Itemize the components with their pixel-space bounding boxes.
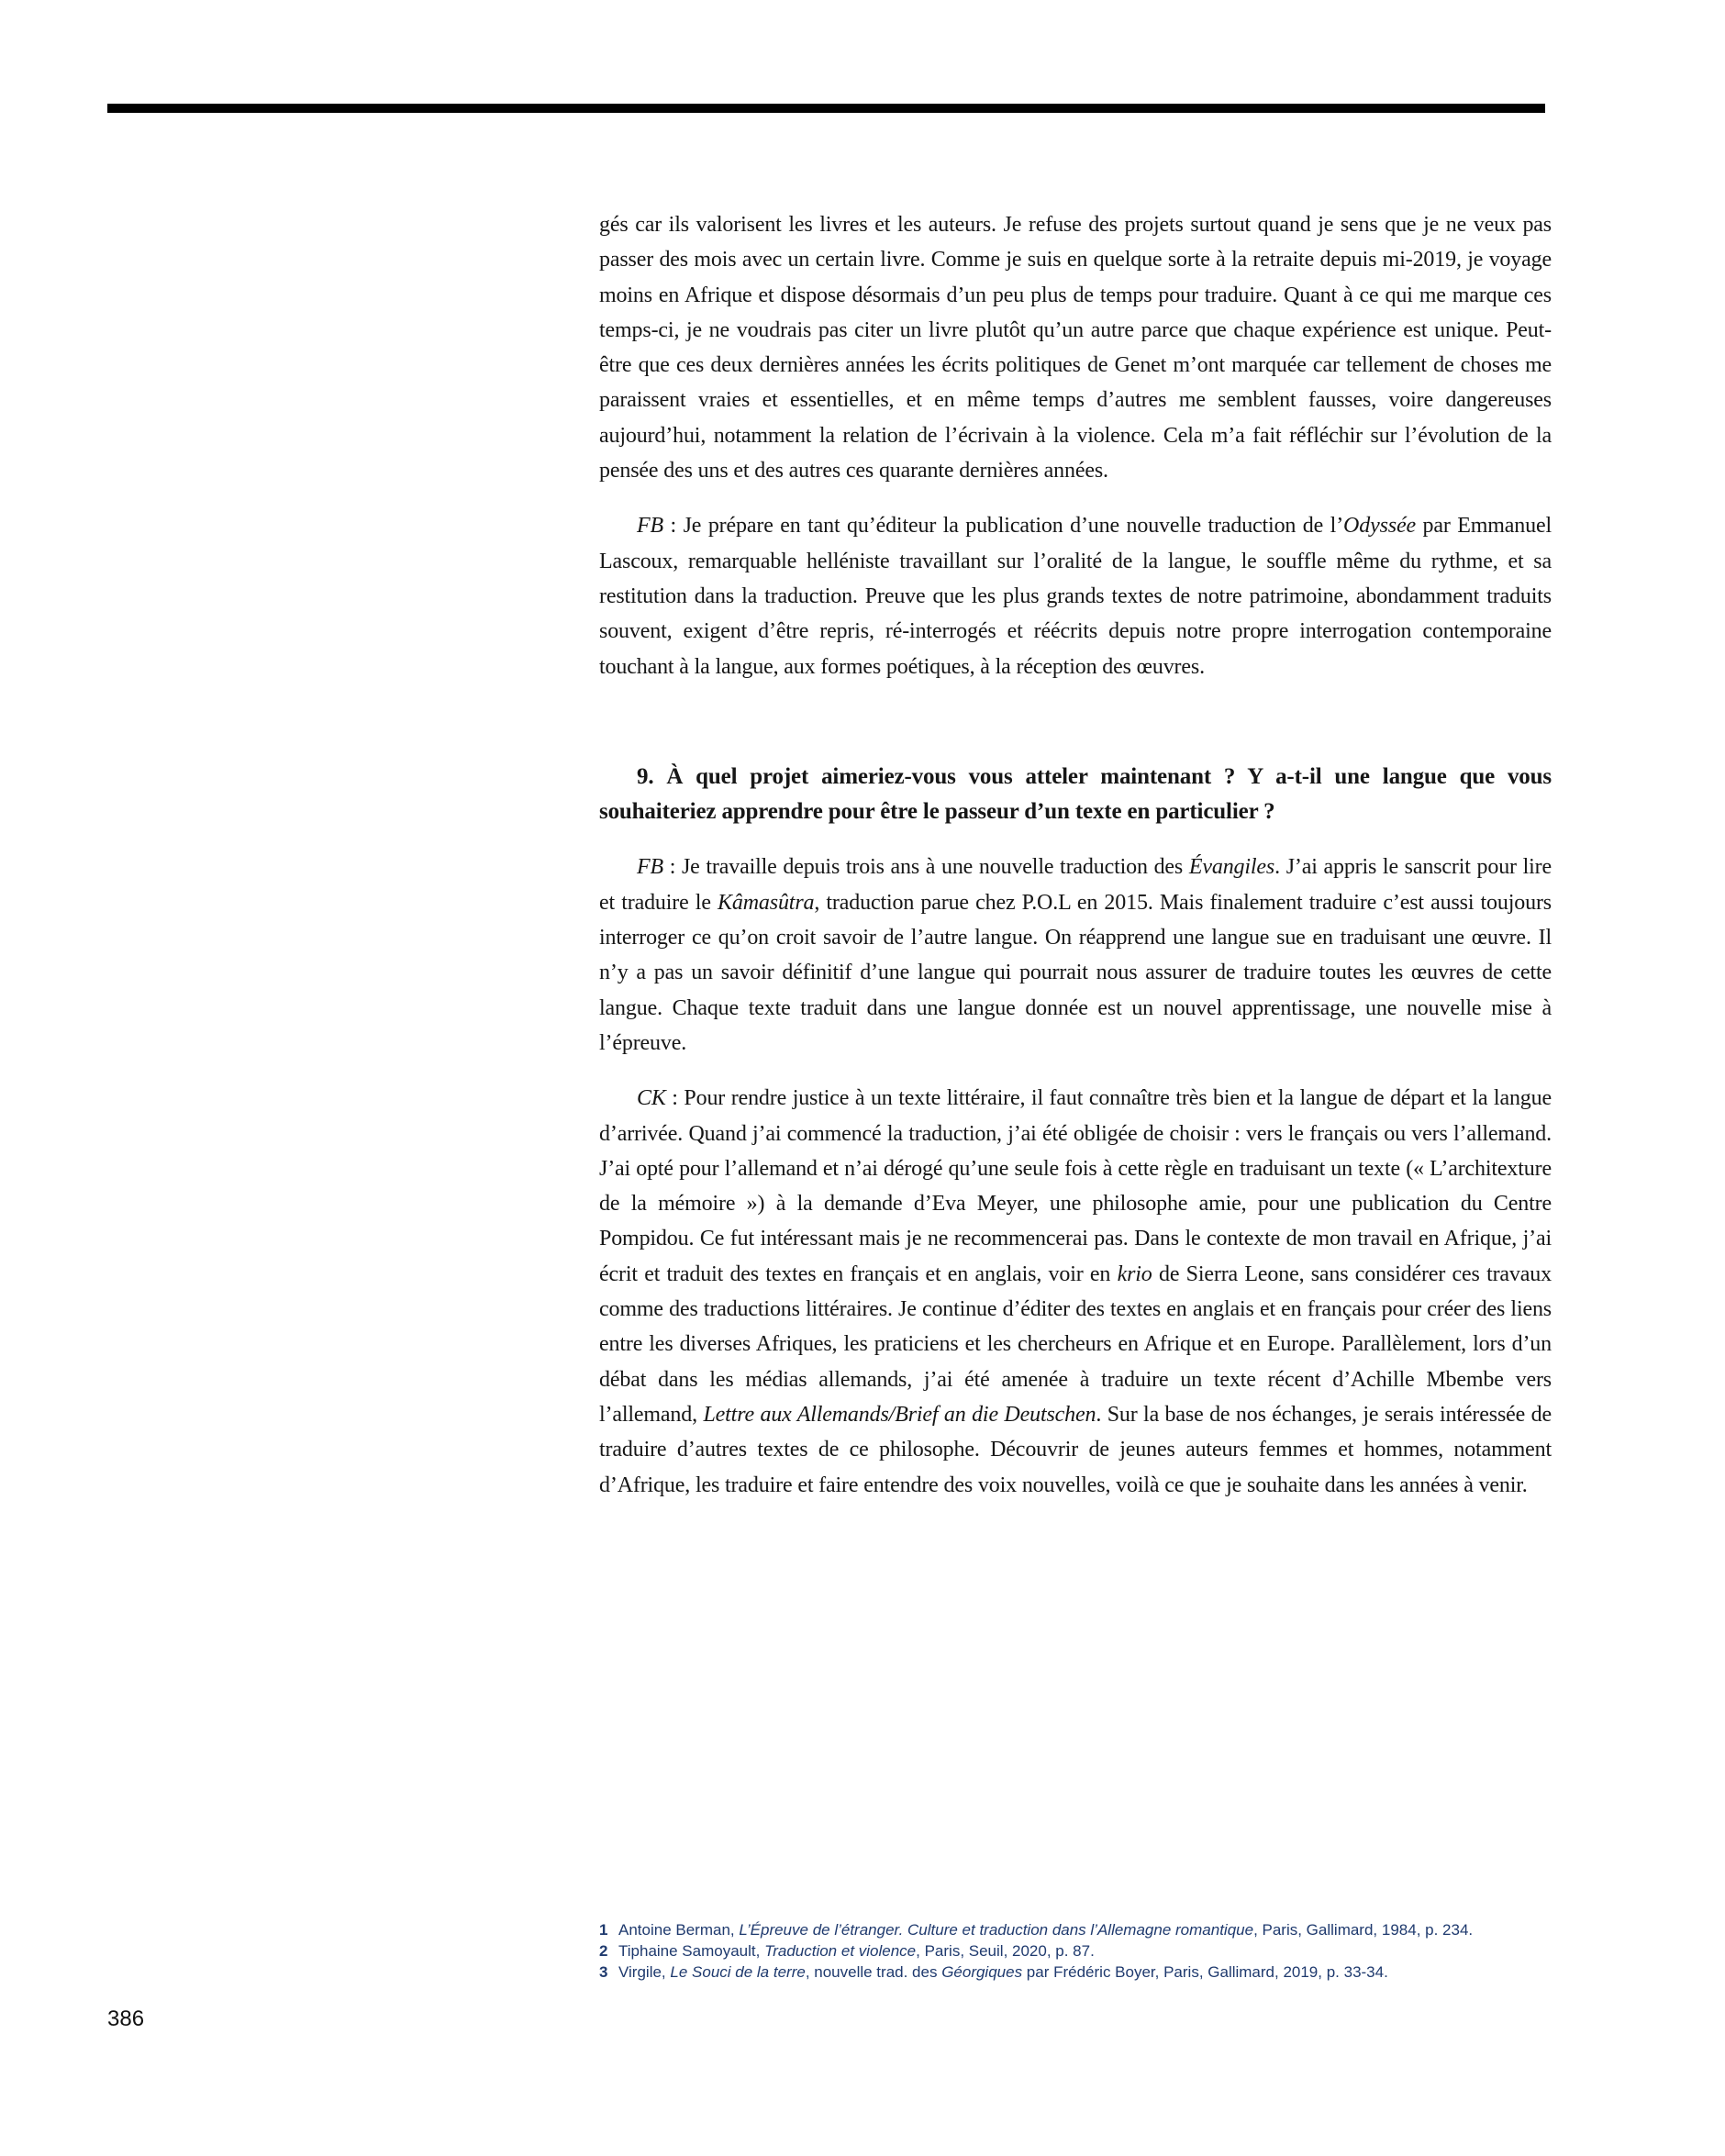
footnote bbox=[599, 1962, 1560, 1983]
text-run: gés car ils valorisent les livres et les auteurs. Je refuse des projets surtout quand je sens que je ne veux pas passer des mois avec un certain livre. Comme je suis en quelque sorte à la retraite depuis mi-2019, je voyage moins en Afrique et dispose désormais d’un peu plus de temps pour traduire. Quant à ce qui me marque ces temps-ci, je ne voudrais pas citer un livre plutôt qu’un autre parce que chaque expérience est unique. Peut-être que ces deux dernières années les écrits politiques de Genet m’ont marquée car tellement de choses me paraissent vraies et essentielles, et en même temps d’autres me semblent fausses, voire dangereuses aujourd’hui, notamment la relation de l’écrivain à la violence. Cela m’a fait réfléchir sur l’évolution de la pensée des uns et des autres ces quarante dernières années. bbox=[599, 213, 1552, 483]
text-run: Antoine Berman, bbox=[618, 1921, 740, 1939]
footnote-text bbox=[618, 1940, 1560, 1962]
footnote-number: 3 bbox=[599, 1963, 608, 1981]
text-run: , traduction parue chez P.O.L en 2015. Mais finalement traduire c’est aussi toujours interroger ce qu’on croit savoir de l’autre langue. On réapprend une langue sue en traduisant une œuvre. Il n’y a pas un savoir définitif d’une langue qui pourrait nous assurer de traduire toutes les œuvres de cette langue. Chaque texte traduit dans une langue donnée est un nouvel apprentissage, une nouvelle mise à l’épreuve. bbox=[599, 890, 1552, 1055]
footnote-text bbox=[618, 1919, 1560, 1940]
italic-text-run: Kâmasûtra bbox=[718, 890, 815, 915]
text-run: 9. À quel projet aimeriez-vous vous atteler maintenant ? Y a-t-il une langue que vous souhaiteriez apprendre pour être le passeur d’un texte en particulier ? bbox=[599, 763, 1552, 825]
text-run: , Paris, Seuil, 2020, p. 87. bbox=[916, 1942, 1095, 1960]
text-run: Virgile, bbox=[618, 1963, 671, 1981]
page-number: 386 bbox=[107, 2006, 145, 2031]
italic-text-run: Le Souci de la terre bbox=[670, 1963, 806, 1981]
footnote bbox=[599, 1919, 1560, 1940]
paragraph bbox=[599, 850, 1552, 1061]
text-run: par Frédéric Boyer, Paris, Gallimard, 2019, p. 33-34. bbox=[1022, 1963, 1388, 1981]
paragraph bbox=[599, 207, 1552, 488]
footnotes bbox=[599, 1919, 1560, 1983]
footnote-number: 2 bbox=[599, 1942, 608, 1960]
italic-text-run: krio bbox=[1117, 1261, 1152, 1286]
text-run: Tiphaine Samoyault, bbox=[618, 1942, 765, 1960]
text-run: : Je travaille depuis trois ans à une nouvelle traduction des bbox=[663, 855, 1189, 880]
text-run: par Emmanuel Lascoux, remarquable helléniste travaillant sur l’oralité de la langue, le souffle même du rythme, et sa restitution dans la traduction. Preuve que les plus grands textes de notre patrimoine, abondamment traduits souvent, exigent d’être repris, ré-interrogés et réécrits depuis notre propre interrogation contemporaine touchant à la langue, aux formes poétiques, à la réception des œuvres. bbox=[599, 514, 1552, 679]
italic-text-run: Traduction et violence bbox=[764, 1942, 917, 1960]
text-run: de Sierra Leone, sans considérer ces travaux comme des traductions littéraires. Je continue d’éditer des textes en anglais et en français pour créer des liens entre les diverses Afriques, les praticiens et les chercheurs en Afrique et en Europe. Parallèlement, lors d’un débat dans les médias allemands, j’ai été amenée à traduire un texte récent d’Achille Mbembe vers l’allemand, bbox=[599, 1261, 1552, 1427]
italic-text-run: Géorgiques bbox=[941, 1963, 1023, 1981]
text-run: . Sur la base de nos échanges, je serais intéressée de traduire d’autres textes de ce philosophe. Découvrir de jeunes auteurs femmes et hommes, notamment d’Afrique, les traduire et faire entendre des voix nouvelles, voilà ce que je souhaite dans les années à venir. bbox=[599, 1402, 1552, 1497]
text-run: , nouvelle trad. des bbox=[805, 1963, 942, 1981]
italic-text-run: Lettre aux Allemands/Brief an die Deutschen bbox=[703, 1402, 1096, 1427]
footnote-text bbox=[618, 1962, 1560, 1983]
text-run: : Pour rendre justice à un texte littéraire, il faut connaître très bien et la langue de départ et la langue d’arrivée. Quand j’ai commencé la traduction, j’ai été obligée de choisir : vers le français ou vers l’allemand. J’ai opté pour l’allemand et n’ai dérogé qu’une seule fois à cette règle en traduisant un texte (« L’architexture de la mémoire ») à la demande d’Eva Meyer, une philosophe amie, pour une publication du Centre Pompidou. Ce fut intéressant mais je ne recommencerai pas. Dans le contexte de mon travail en Afrique, j’ai écrit et traduit des textes en français et en anglais, voir en bbox=[599, 1086, 1552, 1286]
text-run: : Je prépare en tant qu’éditeur la publication d’une nouvelle traduction de l’ bbox=[663, 514, 1344, 539]
footnote-number: 1 bbox=[599, 1921, 608, 1939]
italic-text-run: Évangiles bbox=[1188, 855, 1275, 880]
paragraph bbox=[599, 508, 1552, 683]
italic-text-run: CK bbox=[637, 1086, 666, 1111]
top-rule bbox=[107, 104, 1545, 113]
italic-text-run: L’Épreuve de l’étranger. Culture et traduction dans l’Allemagne romantique bbox=[739, 1921, 1254, 1939]
section-heading bbox=[599, 760, 1552, 830]
footnote bbox=[599, 1940, 1560, 1962]
italic-text-run: FB bbox=[637, 514, 664, 539]
italic-text-run: Odyssée bbox=[1343, 514, 1416, 539]
paragraph bbox=[599, 1081, 1552, 1503]
text-run: , Paris, Gallimard, 1984, p. 234. bbox=[1253, 1921, 1474, 1939]
body-text bbox=[599, 207, 1552, 1523]
italic-text-run: FB bbox=[637, 855, 664, 880]
text-run: . J’ai appris le sanscrit pour lire et traduire le bbox=[599, 855, 1552, 915]
